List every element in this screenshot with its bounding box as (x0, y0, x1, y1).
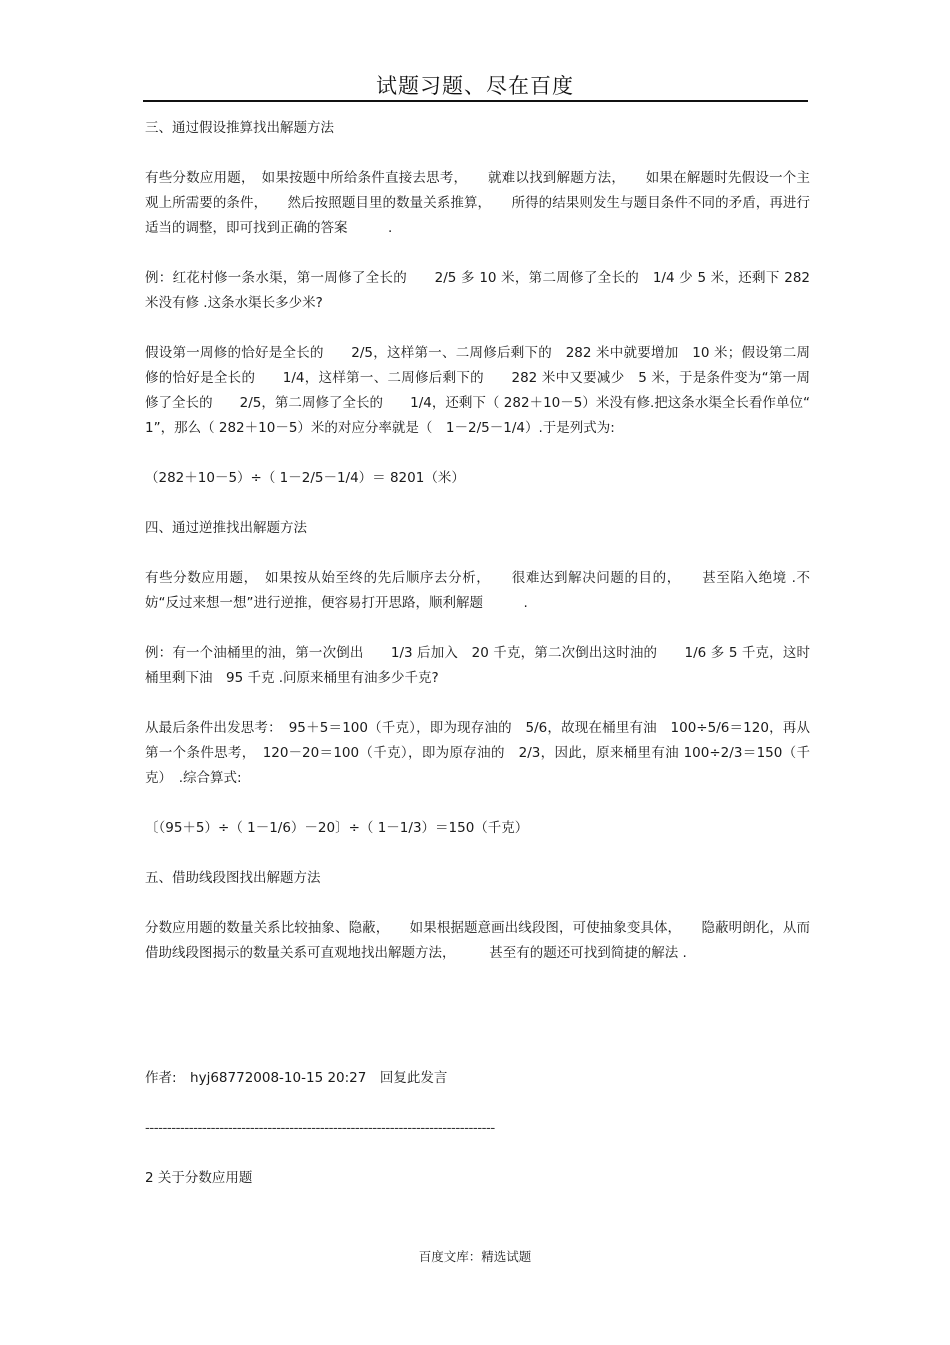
section-heading: 五、借助线段图找出解题方法 (145, 870, 321, 886)
formula: 〔（95＋5）÷（ 1－1/6）－20〕÷（ 1－1/3）＝150（千克） (145, 820, 529, 836)
paragraph: 有些分数应用题， 如果按题中所给条件直接去思考， 就难以找到解题方法， 如果在解题时先假设一个主观上所需要的条件， 然后按照题目里的数量关系推算， 所得的结果则发生与题目条件不同的矛盾，再进行适当的调整，即可找到正确的答案 . (145, 170, 810, 236)
formula: （282＋10－5）÷（ 1－2/5－1/4）＝ 8201（米） (145, 470, 465, 486)
header-rule (143, 100, 808, 102)
document-body (145, 116, 824, 1191)
next-heading: 2 关于分数应用题 (145, 1170, 253, 1186)
solution-paragraph: 从最后条件出发思考： 95＋5＝100（千克），即为现存油的 5/6，故现在桶里有油 100÷5/6＝120，再从第一个条件思考， 120－20＝100（千克），即为原存油的 2/3，因此，原来桶里有油 100÷2/3＝150（千克） .综合算式: (145, 720, 810, 786)
paragraph: 分数应用题的数量关系比较抽象、隐蔽， 如果根据题意画出线段图，可使抽象变具体， 隐蔽明朗化，从而借助线段图揭示的数量关系可直观地找出解题方法， 甚至有的题还可找到简捷的解法 . (145, 920, 810, 961)
post-meta: 作者: hyj68772008-10-15 20:27 回复此发言 (145, 1070, 448, 1086)
section-heading: 四、通过逆推找出解题方法 (145, 520, 307, 536)
paragraph: 有些分数应用题， 如果按从始至终的先后顺序去分析， 很难达到解决问题的目的， 甚至陷入绝境 .不妨“反过来想一想”进行逆推，便容易打开思路，顺利解题 . (145, 570, 810, 611)
page-footer: 百度文库：精选试题 (418, 1249, 532, 1264)
solution-paragraph: 假设第一周修的恰好是全长的 2/5，这样第一、二周修后剩下的 282 米中就要增加 10 米；假设第二周修的恰好是全长的 1/4，这样第一、二周修后剩下的 282 米中又要减少 5 米，于是条件变为“第一周修了全长的 2/5，第二周修了全长的 1/4，还剩下（ 282＋10－5）米没有修.把这条水渠全长看作单位“ 1”，那么（ 282＋10－5）米的对应分率就是（ 1－2/5－1/4）.于是列式为: (145, 345, 824, 436)
divider: -------------------------------------------------------------------------------- (145, 1120, 495, 1136)
section-heading: 三、通过假设推算找出解题方法 (145, 120, 334, 136)
example-problem: 例：有一个油桶里的油，第一次倒出 1/3 后加入 20 千克，第二次倒出这时油的 1/6 多 5 千克，这时桶里剩下油 95 千克 .问原来桶里有油多少千克? (145, 645, 810, 686)
page-header-title: 试题习题、尽在百度 (376, 74, 574, 98)
example-problem: 例：红花村修一条水渠，第一周修了全长的 2/5 多 10 米，第二周修了全长的 1/4 少 5 米，还剩下 282 米没有修 .这条水渠长多少米? (145, 270, 810, 311)
